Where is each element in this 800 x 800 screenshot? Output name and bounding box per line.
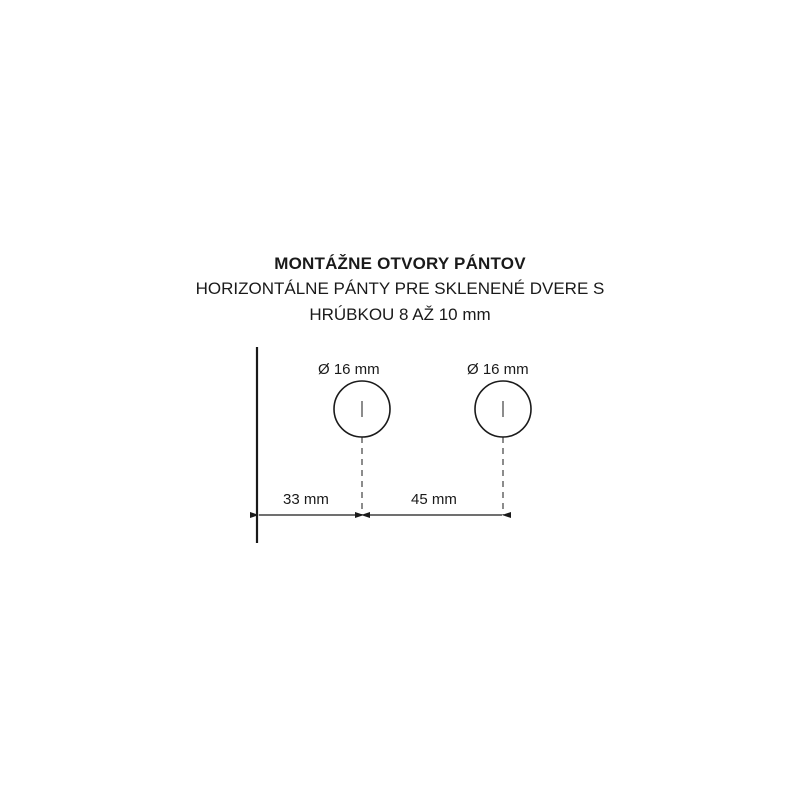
dimension-label-33: 33 mm [283, 491, 329, 508]
title-line-secondary: HORIZONTÁLNE PÁNTY PRE SKLENENÉ DVERE S [195, 279, 605, 298]
title-line-tertiary: HRÚBKOU 8 AŽ 10 mm [309, 305, 491, 324]
hole-left-diameter-label: Ø 16 mm [318, 361, 380, 378]
hole-right-diameter-label: Ø 16 mm [467, 361, 529, 378]
title-line-primary: MONTÁŽNE OTVORY PÁNTOV [274, 254, 526, 273]
dimension-label-45: 45 mm [411, 491, 457, 508]
